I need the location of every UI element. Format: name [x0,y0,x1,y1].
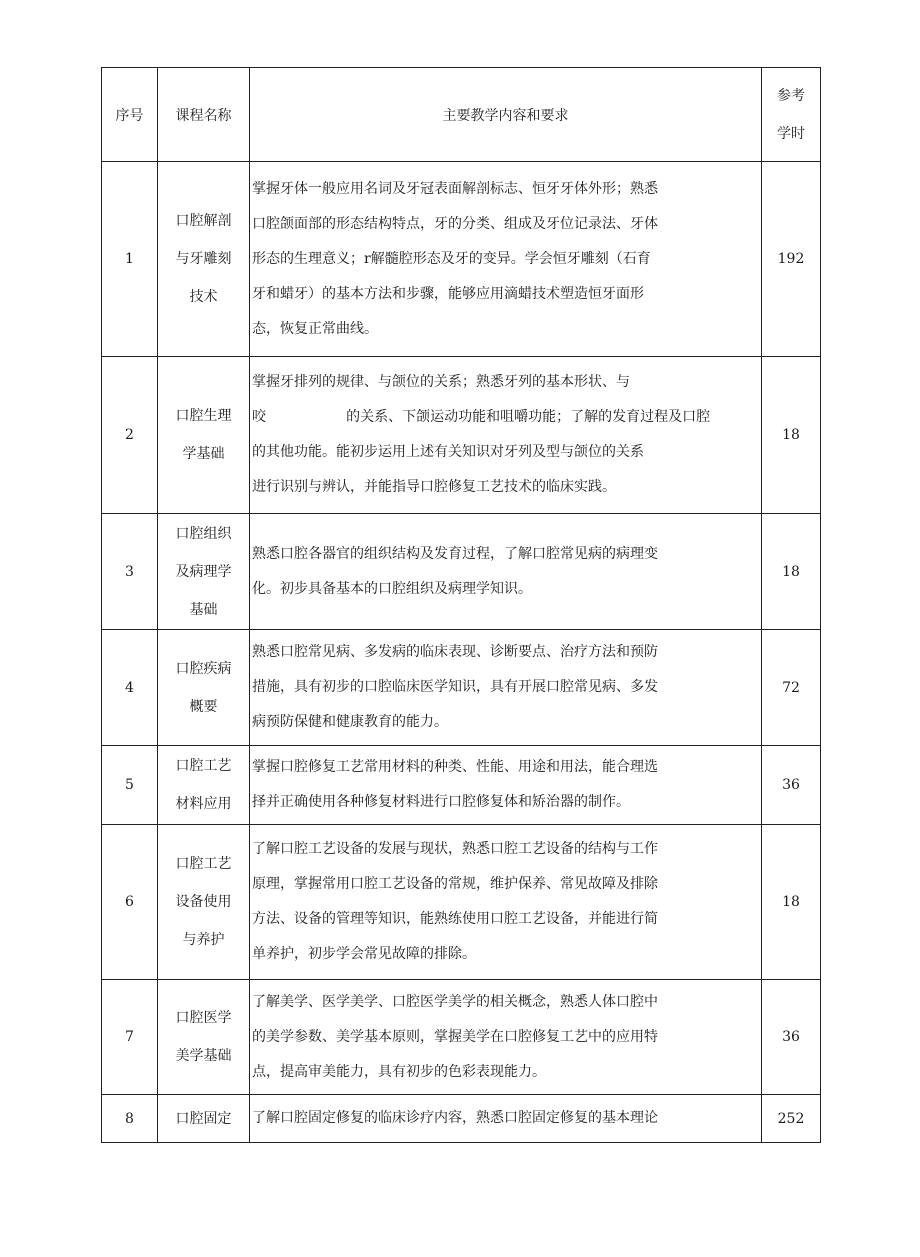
content-line: 了解美学、医学美学、口腔医学美学的相关概念，熟悉人体口腔中 [252,993,658,1010]
reference-hours: 36 [762,980,821,1095]
content-line: 点，提高审美能力，具有初步的色彩表现能力。 [252,1063,546,1080]
course-name-line: 基础 [189,601,218,618]
row-number: 7 [102,980,158,1095]
content-line: 形态的生理意义；r解髓腔形态及牙的变异。学会恒牙雕刻（石育 [252,250,651,267]
content-line: 病预防保健和健康教育的能力。 [252,714,448,730]
table-row [102,162,821,357]
course-name [158,162,250,357]
course-name-line: 与牙雕刻 [175,251,232,267]
course-name-line: 设备使用 [175,894,232,910]
header-hours [762,68,821,162]
table-row [102,746,821,825]
row-number: 6 [102,825,158,980]
course-content [250,980,762,1095]
header-row [102,68,821,162]
course-content [250,162,762,357]
course-name-line: 美学基础 [175,1048,232,1064]
header-hours-line: 学时 [777,125,805,142]
reference-hours: 18 [762,357,821,514]
header-hours-line: 参考 [777,87,805,104]
content-line: 的其他功能。能初步运用上述有关知识对牙列及型与颌位的关系 [252,444,644,460]
course-name [158,825,250,980]
content-line: 了解口腔固定修复的临床诊疗内容，熟悉口腔固定修复的基本理论 [252,1110,658,1126]
row-number: 4 [102,630,158,746]
header-no: 序号 [102,68,158,162]
table-row [102,357,821,514]
course-name-line: 技术 [189,289,218,305]
course-name-line: 口腔工艺 [175,856,232,872]
row-number: 5 [102,746,158,825]
reference-hours: 18 [762,825,821,980]
content-line: 措施，具有初步的口腔临床医学知识，具有开展口腔常见病、多发 [252,679,658,695]
table-row [102,980,821,1095]
content-line: 掌握牙体一般应用名词及牙冠表面解剖标志、恒牙牙体外形；熟悉 [252,180,658,197]
course-name-line: 材料应用 [175,796,232,812]
course-name-line: 及病理学 [175,563,232,580]
content-line: 了解口腔工艺设备的发展与现状，熟悉口腔工艺设备的结构与工作 [252,841,658,857]
table-row [102,1095,821,1143]
content-line: 方法、设备的管理等知识，能熟练使用口腔工艺设备，并能进行简 [252,911,658,927]
content-line: 咬 的关系、下颌运动功能和咀嚼功能；了解的发育过程及口腔 [252,409,711,425]
curriculum-table [101,67,821,1143]
course-name-line: 口腔医学 [175,1010,232,1026]
content-line: 进行识别与辨认，并能指导口腔修复工艺技术的临床实践。 [252,479,616,495]
course-name-line: 口腔组织 [175,525,232,542]
course-content [250,1095,762,1143]
row-number: 2 [102,357,158,514]
reference-hours: 252 [762,1095,821,1143]
course-content [250,825,762,980]
content-line: 掌握口腔修复工艺常用材料的种类、性能、用途和用法，能合理选 [252,759,658,775]
content-line: 熟悉口腔各器官的组织结构及发育过程，了解口腔常见病的病理变 [252,545,658,562]
course-name [158,746,250,825]
reference-hours: 36 [762,746,821,825]
row-number: 3 [102,514,158,630]
content-line: 口腔颌面部的形态结构特点，牙的分类、组成及牙位记录法、牙体 [252,215,658,232]
content-line: 化。初步具备基本的口腔组织及病理学知识。 [252,580,532,597]
course-name-line: 概要 [189,698,218,715]
content-line: 单养护，初步学会常见故障的排除。 [252,946,476,962]
course-name-line: 口腔生理 [175,408,232,424]
table-row [102,825,821,980]
content-line: 的美学参数、美学基本原则，掌握美学在口腔修复工艺中的应用特 [252,1028,658,1045]
course-name-line: 口腔固定 [175,1110,232,1127]
course-name-line: 口腔疾病 [175,660,232,677]
content-line: 原理，掌握常用口腔工艺设备的常规，维护保养、常见故障及排除 [252,876,658,892]
header-content: 主要教学内容和要求 [250,68,762,162]
table-row [102,630,821,746]
course-name [158,357,250,514]
content-line: 熟悉口腔常见病、多发病的临床表现、诊断要点、治疗方法和预防 [252,644,658,660]
content-line: 态，恢复正常曲线。 [252,320,378,337]
content-line: 掌握牙排列的规律、与颌位的关系；熟悉牙列的基本形状、与 [252,374,630,390]
reference-hours: 72 [762,630,821,746]
course-name [158,1095,250,1143]
course-content [250,357,762,514]
course-content [250,746,762,825]
course-name-line: 口腔解剖 [175,213,232,229]
course-content [250,630,762,746]
header-name: 课程名称 [158,68,250,162]
course-name-line: 学基础 [182,446,225,462]
reference-hours: 18 [762,514,821,630]
course-name [158,630,250,746]
content-line: 择并正确使用各种修复材料进行口腔修复体和矫治器的制作。 [252,794,630,810]
row-number: 1 [102,162,158,357]
course-name-line: 口腔工艺 [175,758,232,774]
course-name [158,980,250,1095]
table-row [102,514,821,630]
content-line: 牙和蜡牙）的基本方法和步骤，能够应用滴蜡技术塑造恒牙面形 [252,285,644,302]
course-content [250,514,762,630]
reference-hours: 192 [762,162,821,357]
row-number: 8 [102,1095,158,1143]
course-name [158,514,250,630]
course-name-line: 与养护 [182,932,225,948]
